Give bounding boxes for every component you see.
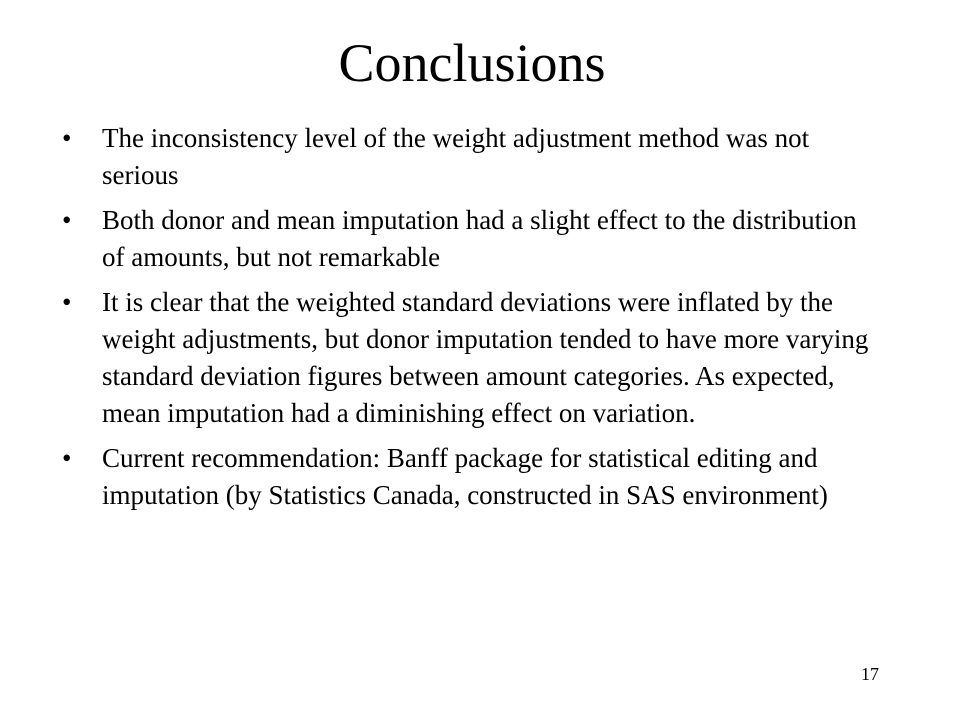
bullet-marker: • — [62, 205, 72, 235]
bullet-list — [62, 120, 882, 522]
bullet-item — [62, 440, 882, 514]
bullet-marker: • — [62, 123, 72, 153]
bullet-marker: • — [62, 287, 72, 317]
bullet-text: Both donor and mean imputation had a slight effect to the distribution of amounts, but not remarkable — [102, 205, 857, 272]
bullet-text: It is clear that the weighted standard deviations were inflated by the weight adjustments, but donor imputation tended to have more varying standard deviation figures between amount categories. As expected, mean imputation had a diminishing effect on variation. — [102, 287, 869, 428]
page-number: 17 — [861, 664, 879, 684]
bullet-item — [62, 202, 882, 276]
bullet-item — [62, 284, 882, 432]
bullet-text: The inconsistency level of the weight adjustment method was not serious — [102, 123, 810, 190]
bullet-marker: • — [62, 443, 72, 473]
bullet-item — [62, 120, 882, 194]
bullet-text: Current recommendation: Banff package for statistical editing and imputation (by Statistics Canada, constructed in SAS environment) — [102, 443, 828, 510]
slide-title: Conclusions — [338, 33, 606, 93]
